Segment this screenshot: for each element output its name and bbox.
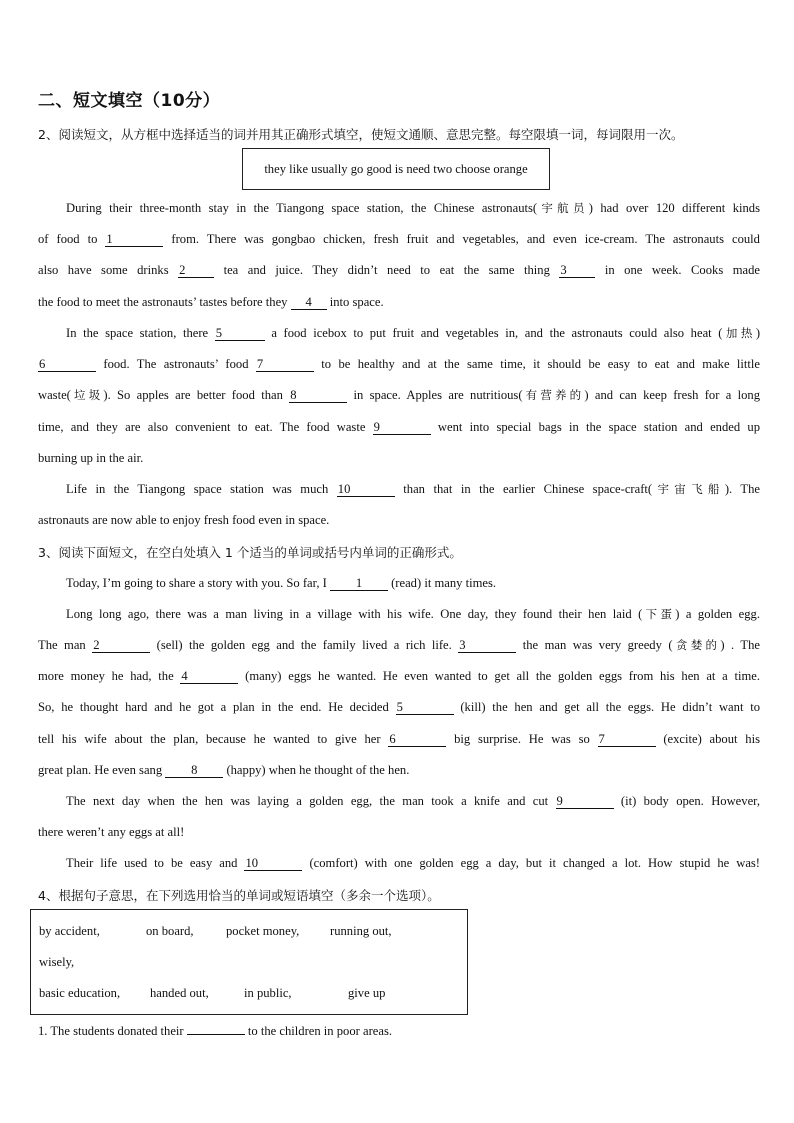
q3-blank-4[interactable]: 4 [180,670,238,684]
q4-options-row-3 [39,986,385,1001]
q2-line-9: burning up in the air. [38,451,144,465]
q3-line-10: Their life used to be easy and 10 (comfort) with one golden egg a day, but it changed a lot. How stupid he was! [66,856,761,870]
q4-option-box [30,909,468,1015]
q3-line-4: more money he had, the 4 (many) eggs he wanted. He even wanted to get all the golden eggs from his hen at a time. [38,669,760,683]
q3-line-2: Long long ago, there was a man living in a village with his wife. One day, they found their hen laid (下蛋) a golden egg. [66,607,760,621]
q3-line-7: great plan. He even sang 8 (happy) when he thought of the hen. [38,763,410,777]
q3-line-1: Today, I’m going to share a story with you. So far, I 1 (read) it many times. [66,576,497,590]
q2-word-list: they like usually go good is need two choose orange [264,161,528,176]
q2-line-3: also have some drinks 2 tea and juice. They didn’t need to eat the same thing 3 in one week. Cooks made [38,263,760,277]
q2-line-1: During their three-month stay in the Tiangong space station, the Chinese astronauts(宇航员) had over 120 different kinds [66,201,760,215]
q4-options-row-2 [39,955,74,970]
q3-blank-1[interactable]: 1 [330,577,388,591]
q2-line-4: the food to meet the astronauts’ tastes before they 4 into space. [38,295,384,309]
q2-blank-2[interactable]: 2 [178,264,214,278]
q2-line-7: waste(垃圾). So apples are better food than 8 in space. Apples are nutritious(有营养的) and can keep fresh for a long [38,388,761,402]
q3-blank-9[interactable]: 9 [556,795,614,809]
q4-options-row-1 [39,924,392,939]
q3-blank-3[interactable]: 3 [458,639,516,653]
q2-blank-7[interactable]: 7 [256,358,314,372]
q3-blank-5[interactable]: 5 [396,701,454,715]
q2-instruction: 2、阅读短文，从方框中选择适当的词并用其正确形式填空，使短文通顺、意思完整。每空限填一词，每词限用一次。 [38,127,684,142]
q3-blank-7[interactable]: 7 [598,733,656,747]
section-title: 二、短文填空（10分） [38,91,221,111]
q4-option: pocket money, [226,924,300,938]
q2-word-box [242,148,550,190]
q3-blank-10[interactable]: 10 [244,857,302,871]
q3-line-6: tell his wife about the plan, because he wanted to give her 6 big surprise. He was so 7 (excite) about his [38,732,760,746]
q3-line-5: So, he thought hard and he got a plan in the end. He decided 5 (kill) the hen and get all the eggs. He didn’t want to [38,700,760,714]
q4-option: by accident, [39,924,100,938]
q3-blank-2[interactable]: 2 [92,639,150,653]
q4-option: on board, [146,924,194,938]
q2-line-5: In the space station, there 5 a food icebox to put fruit and vegetables in, and the astronauts could also heat (加热) [66,326,761,340]
q2-blank-3[interactable]: 3 [559,264,595,278]
q4-blank-1[interactable] [187,1034,245,1035]
q3-blank-8[interactable]: 8 [165,764,223,778]
q4-option: give up [348,986,386,1000]
q2-blank-8[interactable]: 8 [289,389,347,403]
q4-option: wisely, [39,955,75,969]
q4-option: handed out, [150,986,209,1000]
q2-line-10: Life in the Tiangong space station was much 10 than that in the earlier Chinese space-craft(宇宙飞船). The [66,482,761,496]
q3-line-3: The man 2 (sell) the golden egg and the family lived a rich life. 3 the man was very greedy (贪婪的) . The [38,638,760,652]
q4-sentence-1: 1. The students donated their to the children in poor areas. [38,1024,392,1038]
q2-line-6: 6 food. The astronauts’ food 7 to be healthy and at the same time, it should be easy to eat and make little [39,357,761,371]
q4-instruction: 4、根据句子意思，在下列选用恰当的单词或短语填空（多余一个选项）。 [38,888,440,903]
q4-option: running out, [330,924,392,938]
q2-line-8: time, and they are also convenient to eat. The food waste 9 went into special bags in the space station and ended up [38,420,760,434]
q4-option: basic education, [39,986,121,1000]
q2-blank-5[interactable]: 5 [215,327,265,341]
q2-blank-10[interactable]: 10 [337,483,395,497]
q2-line-2: of food to 1 from. There was gongbao chicken, fresh fruit and vegetables, and even ice-cream. The astronauts could [38,232,760,246]
q2-blank-4[interactable]: 4 [291,296,327,310]
q4-option: in public, [244,986,292,1000]
q3-blank-6[interactable]: 6 [388,733,446,747]
q3-instruction: 3、阅读下面短文，在空白处填入 1 个适当的单词或括号内单词的正确形式。 [38,545,462,560]
q2-blank-6[interactable]: 6 [38,358,96,372]
q2-line-11: astronauts are now able to enjoy fresh food even in space. [38,513,330,527]
q3-line-8: The next day when the hen was laying a golden egg, the man took a knife and cut 9 (it) body open. However, [66,794,760,808]
q3-line-9: there weren’t any eggs at all! [38,825,185,839]
q2-blank-1[interactable]: 1 [105,233,163,247]
q2-blank-9[interactable]: 9 [373,421,431,435]
